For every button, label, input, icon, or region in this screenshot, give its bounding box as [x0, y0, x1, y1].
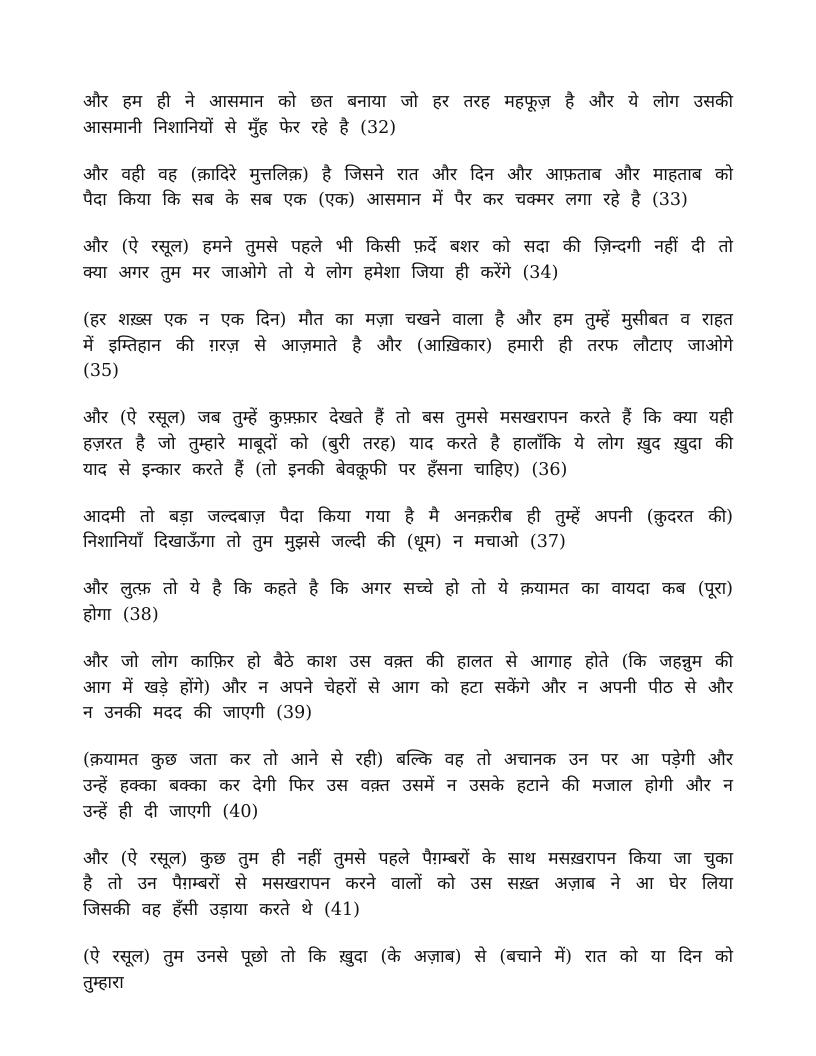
paragraph-verse-41: और (ऐ रसूल) कुछ तुम ही नहीं तुमसे पहले पैग़म्बरों के साथ मसख़रापन किया जा चुका है तो उन पैग़म्बरों से मसखरापन करने वालों को उस सख़्त अज़ाब ने आ घेर लिया जिसकी वह हँसी उड़ाया करते थे (41) — [83, 848, 733, 921]
paragraph-verse-39: और जो लोग काफ़िर हो बैठे काश उस वक़्त की हालत से आगाह होते (कि जहन्नुम की आग में खड़े होंगे) और न अपने चेहरों से आग को हटा सकेंगे और न अपनी पीठ से और न उनकी मदद की जाएगी (39) — [83, 651, 733, 724]
paragraph-verse-38: और लुत्फ़ तो ये है कि कहते है कि अगर सच्चे हो तो ये क़यामत का वायदा कब (पूरा) होगा (38) — [83, 579, 733, 625]
paragraph-verse-32: और हम ही ने आसमान को छत बनाया जो हर तरह महफूज़ है और ये लोग उसकी आसमानी निशानियों से मुँह फेर रहे है (32) — [83, 92, 733, 138]
paragraph-verse-35: (हर शख़्स एक न एक दिन) मौत का मज़ा चखने वाला है और हम तुम्हें मुसीबत व राहत में इम्तिहान की ग़रज़ से आज़माते है और (आख़िकार) हमारी ही तरफ लौटाए जाओगे (35) — [83, 309, 733, 382]
paragraph-verse-40: (क़यामत कुछ जता कर तो आने से रही) बल्कि वह तो अचानक उन पर आ पड़ेगी और उन्हें हक्का बक्का कर देगी फिर उस वक़्त उसमें न उसके हटाने की मजाल होगी और न उन्हें ही दी जाएगी (40) — [83, 750, 733, 822]
paragraph-verse-42-partial: (ऐ रसूल) तुम उनसे पूछो तो कि ख़ुदा (के अज़ाब) से (बचाने में) रात को या दिन को तुम्हारा — [83, 946, 733, 993]
paragraph-verse-34: और (ऐ रसूल) हमने तुमसे पहले भी किसी फ़र्दे बशर को सदा की ज़िन्दगी नहीं दी तो क्या अगर तुम मर जाओगे तो ये लोग हमेशा जिया ही करेंगे (34) — [83, 237, 733, 283]
paragraph-verse-33: और वही वह (क़ादिरे मुत्तलिक़) है जिसने रात और दिन और आफ़ताब और माहताब को पैदा किया कि सब के सब एक (एक) आसमान में पैर कर चक्मर लगा रहे है (33) — [83, 164, 733, 211]
paragraph-verse-37: आदमी तो बड़ा जल्दबाज़ पैदा किया गया है मै अनक़रीब ही तुम्हें अपनी (क़ुदरत की) निशानियाँ दिखाऊँगा तो तुम मुझसे जल्दी की (धूम) न मचाओ (37) — [83, 506, 733, 553]
paragraph-verse-36: और (ऐ रसूल) जब तुम्हें कुफ़्फ़ार देखते हैं तो बस तुमसे मसखरापन करते हैं कि क्या यही हज़रत है जो तुम्हारे माबूदों को (बुरी तरह) याद करते है हालाँकि ये लोग ख़ुद ख़ुदा की याद से इन्कार करते हैं (तो इनकी बेवक़ूफी पर हँसना चाहिए) (36) — [83, 408, 733, 480]
